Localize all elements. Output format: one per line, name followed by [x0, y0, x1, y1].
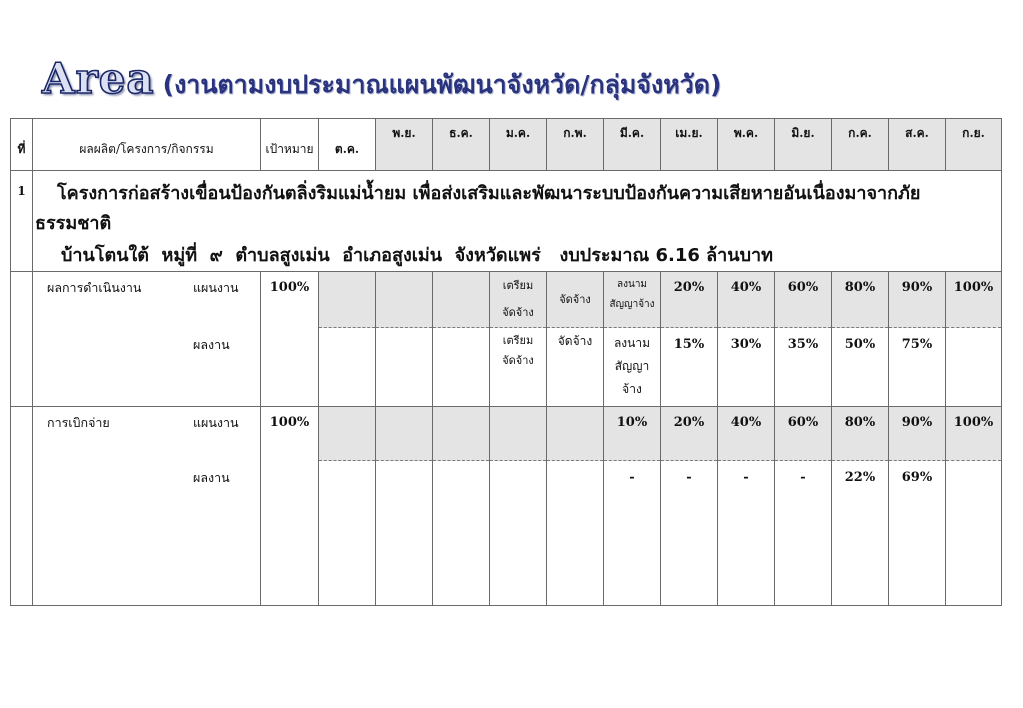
- header-no: ที่: [11, 119, 33, 171]
- disbursement-actual-label-cell: [33, 461, 261, 606]
- progress-actual-row: [11, 328, 1002, 407]
- page-title: [42, 54, 721, 105]
- plan-cell-aug: 90%: [889, 272, 946, 328]
- progress-actual-label-cell: [33, 328, 261, 407]
- target-value: 100%: [261, 407, 319, 606]
- plan-cell-jul: 80%: [832, 272, 889, 328]
- header-month-nov: พ.ย.: [376, 119, 433, 171]
- actual-cell-aug: 75%: [889, 328, 946, 407]
- actual-cell-mar: ลงนาม สัญญา จ้าง: [604, 328, 661, 407]
- group-label: การเบิกจ่าย: [47, 415, 110, 430]
- plan-cell-mar: 10%: [604, 407, 661, 461]
- plan-cell-aug: 90%: [889, 407, 946, 461]
- plan-cell-jan: เตรียม จัดจ้าง: [490, 272, 547, 328]
- project-description-cell: [33, 171, 1002, 272]
- actual-cell-jun: 35%: [775, 328, 832, 407]
- header-month-may: พ.ค.: [718, 119, 775, 171]
- plan-cell-may: 40%: [718, 407, 775, 461]
- plan-cell-jan: [490, 407, 547, 461]
- actual-cell-nov: [376, 328, 433, 407]
- project-number: 1: [11, 171, 33, 272]
- plan-cell-jul: 80%: [832, 407, 889, 461]
- header-month-aug: ส.ค.: [889, 119, 946, 171]
- project-name: โครงการก่อสร้างเขื่อนป้องกันตลิ่งริมแม่น้ำยม เพื่อส่งเสริมและพัฒนาระบบป้องกันความเสียหายอันเนื่องมาจากภัยธรรมชาติ: [35, 183, 921, 234]
- actual-cell-aug: 69%: [889, 461, 946, 606]
- actual-cell-jul: 22%: [832, 461, 889, 606]
- actual-cell-feb: จัดจ้าง: [547, 328, 604, 407]
- progress-plan-row: [11, 272, 1002, 328]
- disbursement-plan-row: [11, 407, 1002, 461]
- plan-label: แผนงาน: [193, 280, 239, 295]
- project-plan-table: [10, 118, 1002, 606]
- header-month-jun: มิ.ย.: [775, 119, 832, 171]
- plan-cell-apr: 20%: [661, 272, 718, 328]
- title-main: Area: [42, 54, 155, 103]
- row-number-cell: [11, 272, 33, 407]
- actual-cell-may: -: [718, 461, 775, 606]
- actual-cell-jun: -: [775, 461, 832, 606]
- header-month-feb: ก.พ.: [547, 119, 604, 171]
- actual-cell-feb: [547, 461, 604, 606]
- plan-cell-dec: [433, 407, 490, 461]
- header-month-apr: เม.ย.: [661, 119, 718, 171]
- header-month-jul: ก.ค.: [832, 119, 889, 171]
- group-label: ผลการดำเนินงาน: [47, 280, 142, 295]
- actual-cell-oct: [319, 461, 376, 606]
- plan-cell-feb: [547, 407, 604, 461]
- plan-cell-jun: 60%: [775, 272, 832, 328]
- actual-label: ผลงาน: [193, 336, 230, 352]
- header-month-mar: มี.ค.: [604, 119, 661, 171]
- actual-cell-dec: [433, 328, 490, 407]
- header-row: [11, 119, 1002, 171]
- plan-cell-dec: [433, 272, 490, 328]
- actual-cell-apr: -: [661, 461, 718, 606]
- disbursement-actual-row: [11, 461, 1002, 606]
- row-number-cell: [11, 407, 33, 606]
- header-month-dec: ธ.ค.: [433, 119, 490, 171]
- plan-cell-apr: 20%: [661, 407, 718, 461]
- plan-label: แผนงาน: [193, 415, 239, 430]
- actual-cell-jul: 50%: [832, 328, 889, 407]
- plan-cell-sep: 100%: [946, 272, 1002, 328]
- actual-cell-dec: [433, 461, 490, 606]
- actual-cell-sep: [946, 461, 1002, 606]
- plan-cell-nov: [376, 407, 433, 461]
- progress-label-cell: [33, 272, 261, 328]
- header-month-sep: ก.ย.: [946, 119, 1002, 171]
- title-subtitle: (งานตามงบประมาณแผนพัฒนาจังหวัด/กลุ่มจังหวัด): [162, 70, 722, 99]
- header-month-oct: ต.ค.: [319, 119, 376, 171]
- header-item: ผลผลิต/โครงการ/กิจกรรม: [33, 119, 261, 171]
- actual-cell-may: 30%: [718, 328, 775, 407]
- header-target: เป้าหมาย: [261, 119, 319, 171]
- actual-cell-sep: [946, 328, 1002, 407]
- plan-cell-oct: [319, 272, 376, 328]
- plan-cell-sep: 100%: [946, 407, 1002, 461]
- plan-cell-mar: ลงนาม สัญญาจ้าง: [604, 272, 661, 328]
- actual-cell-oct: [319, 328, 376, 407]
- plan-cell-may: 40%: [718, 272, 775, 328]
- disbursement-label-cell: [33, 407, 261, 461]
- actual-label: ผลงาน: [193, 469, 230, 485]
- plan-cell-nov: [376, 272, 433, 328]
- plan-cell-jun: 60%: [775, 407, 832, 461]
- plan-cell-feb: จัดจ้าง: [547, 272, 604, 328]
- header-month-jan: ม.ค.: [490, 119, 547, 171]
- actual-cell-apr: 15%: [661, 328, 718, 407]
- actual-cell-mar: -: [604, 461, 661, 606]
- plan-cell-oct: [319, 407, 376, 461]
- actual-cell-jan: เตรียม จัดจ้าง: [490, 328, 547, 407]
- project-location-budget: บ้านโตนใต้ หมู่ที่ ๙ ตำบลสูงเม่น อำเภอสูงเม่น จังหวัดแพร่ งบประมาณ 6.16 ล้านบาท: [61, 245, 773, 266]
- actual-cell-nov: [376, 461, 433, 606]
- target-value: 100%: [261, 272, 319, 407]
- actual-cell-jan: [490, 461, 547, 606]
- project-row: [11, 171, 1002, 272]
